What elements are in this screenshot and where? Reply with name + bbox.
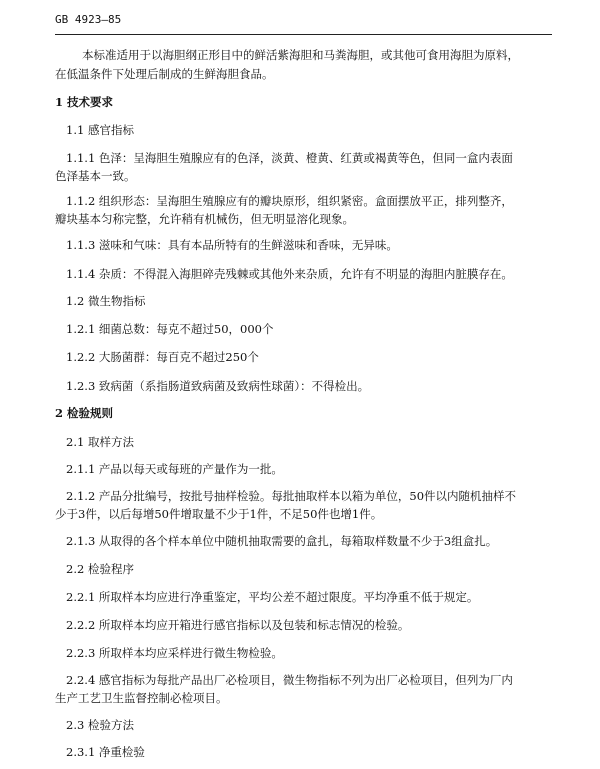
clause-1-2-1: 1.2.1 细菌总数：每克不超过50，000个: [66, 322, 274, 336]
section-1-title: 1 技术要求: [55, 95, 114, 109]
doc-id: GB 4923—85: [55, 13, 122, 26]
clause-2-3-1: 2.3.1 净重检验: [66, 745, 145, 759]
clause-2-2-4-line-1: 2.2.4 感官指标为每批产品出厂必检项目，微生物指标不列为出厂必检项目，但列为厂内: [66, 673, 513, 687]
header-rule: [55, 34, 552, 35]
clause-2-1-1: 2.1.1 产品以每天或每班的产量作为一批。: [66, 462, 283, 476]
section-1-2-title: 1.2 微生物指标: [66, 294, 146, 308]
clause-1-1-1-line-2: 色泽基本一致。: [55, 169, 136, 183]
clause-1-1-3: 1.1.3 滋味和气味：具有本品所特有的生鲜滋味和香味，无异味。: [66, 238, 398, 252]
intro-line-2: 在低温条件下处理后制成的生鲜海胆食品。: [55, 67, 274, 81]
section-2-1-title: 2.1 取样方法: [66, 435, 134, 449]
clause-1-2-3: 1.2.3 致病菌（系指肠道致病菌及致病性球菌）：不得检出。: [66, 379, 370, 393]
clause-1-1-4: 1.1.4 杂质：不得混入海胆碎壳残棘或其他外来杂质，允许有不明显的海胆内脏膜存在。: [66, 267, 513, 281]
section-2-title: 2 检验规则: [55, 406, 114, 420]
clause-2-1-3: 2.1.3 从取得的各个样本单位中随机抽取需要的盒扎，每箱取样数量不少于3组盒扎。: [66, 534, 498, 548]
clause-2-2-2: 2.2.2 所取样本均应开箱进行感官指标以及包装和标志情况的检验。: [66, 618, 410, 632]
clause-2-2-1: 2.2.1 所取样本均应进行净重鉴定，平均公差不超过限度。平均净重不低于规定。: [66, 590, 479, 604]
clause-1-1-2-line-1: 1.1.2 组织形态：呈海胆生殖腺应有的瓣块原形，组织紧密。盒面摆放平正，排列整齐，: [66, 194, 513, 208]
section-2-2-title: 2.2 检验程序: [66, 562, 134, 576]
clause-1-2-2: 1.2.2 大肠菌群：每百克不超过250个: [66, 350, 259, 364]
clause-1-1-2-line-2: 瓣块基本匀称完整，允许稍有机械伤，但无明显溶化现象。: [55, 212, 354, 226]
clause-1-1-1-line-1: 1.1.1 色泽：呈海胆生殖腺应有的色泽，淡黄、橙黄、红黄或褐黄等色，但同一盒内表面: [66, 151, 513, 165]
clause-2-1-2-line-2: 少于3件，以后每增50件增取量不少于1件，不足50件也增1件。: [55, 507, 383, 521]
clause-2-2-4-line-2: 生产工艺卫生监督控制必检项目。: [55, 691, 228, 705]
section-2-3-title: 2.3 检验方法: [66, 718, 134, 732]
clause-2-2-3: 2.2.3 所取样本均应采样进行微生物检验。: [66, 646, 283, 660]
intro-line-1: 本标准适用于以海胆纲正形目中的鲜活紫海胆和马粪海胆，或其他可食用海胆为原料，: [82, 48, 519, 62]
clause-2-1-2-line-1: 2.1.2 产品分批编号，按批号抽样检验。每批抽取样本以箱为单位，50件以内随机抽样不: [66, 489, 517, 503]
section-1-1-title: 1.1 感官指标: [66, 123, 134, 137]
